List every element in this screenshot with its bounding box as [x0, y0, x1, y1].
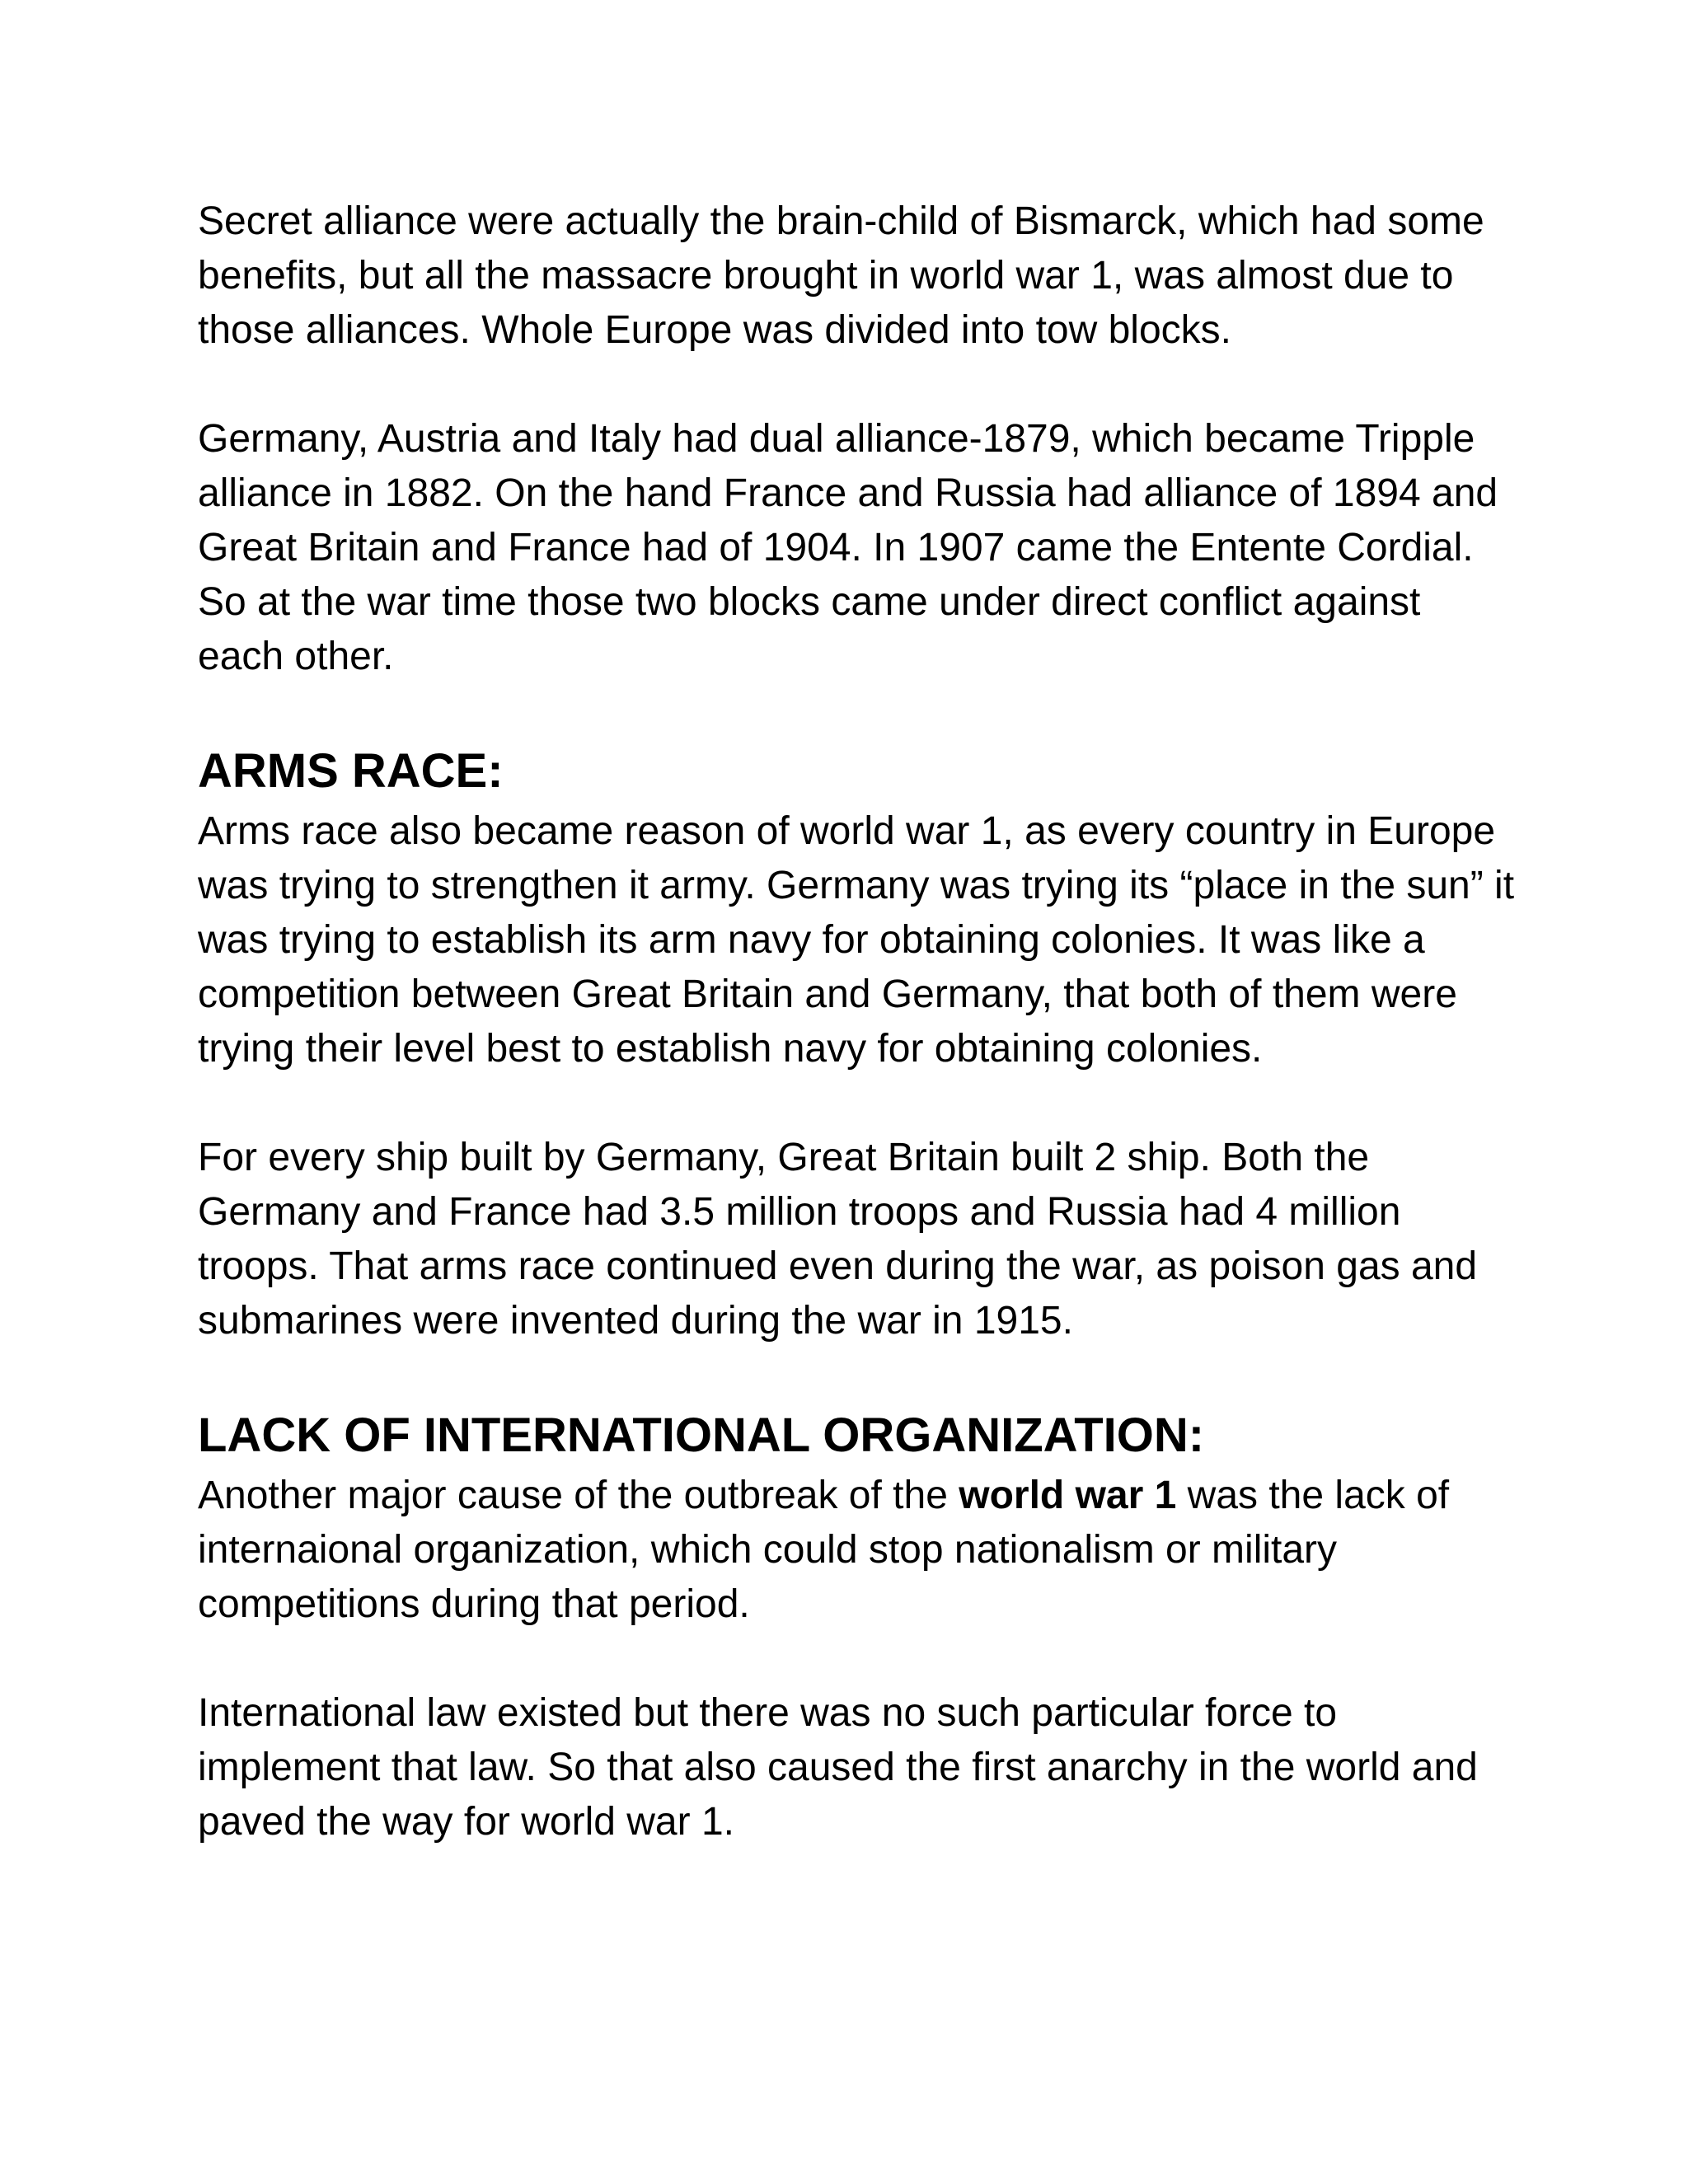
paragraph-alliances-detail: Germany, Austria and Italy had dual alliance-1879, which became Tripple alliance in 1882. On the hand France and Russia had alliance of 1894 and Great Britain and France had of 1904. In 1907 came the Entente Cordial. So at the war time those two blocks came under direct conflict against each other. — [198, 417, 1498, 678]
heading-arms-race: ARMS RACE: — [198, 744, 504, 798]
paragraph-arms-race-1: Arms race also became reason of world war 1, as every country in Europe was trying to strengthen it army. Germany was trying its “place in the sun” it was trying to establish its arm navy for obtaining colonies. It was like a competition between Great Britain and Germany, that both of them were trying their level best to establish navy for obtaining colonies. — [198, 809, 1515, 1071]
paragraph-lack-org-2: International law existed but there was no such particular force to implement that law. So that also caused the first anarchy in the world and paved the way for world war 1. — [198, 1691, 1478, 1844]
paragraph-secret-alliance: Secret alliance were actually the brain-child of Bismarck, which had some benefits, but all the massacre brought in world war 1, was almost due to those alliances. Whole Europe was divided into tow blocks. — [198, 199, 1484, 352]
paragraph-arms-race-2: For every ship built by Germany, Great Britain built 2 ship. Both the Germany and France had 3.5 million troops and Russia had 4 million troops. That arms race continued even during the war, as poison gas and submarines were invented during the war in 1915. — [198, 1136, 1478, 1343]
document-body — [198, 194, 1517, 1849]
emphasis-world-war-1: world war 1 — [959, 1474, 1177, 1517]
paragraph-lack-org-1-end: was the lack of internaional organization, which could stop nationalism or military competitions during that period. — [198, 1474, 1450, 1626]
paragraph-lack-org-1 — [198, 1469, 1517, 1632]
paragraph-lack-org-1-start: Another major cause of the outbreak of the — [198, 1474, 959, 1517]
heading-lack-of-organization: LACK OF INTERNATIONAL ORGANIZATION: — [198, 1408, 1205, 1462]
